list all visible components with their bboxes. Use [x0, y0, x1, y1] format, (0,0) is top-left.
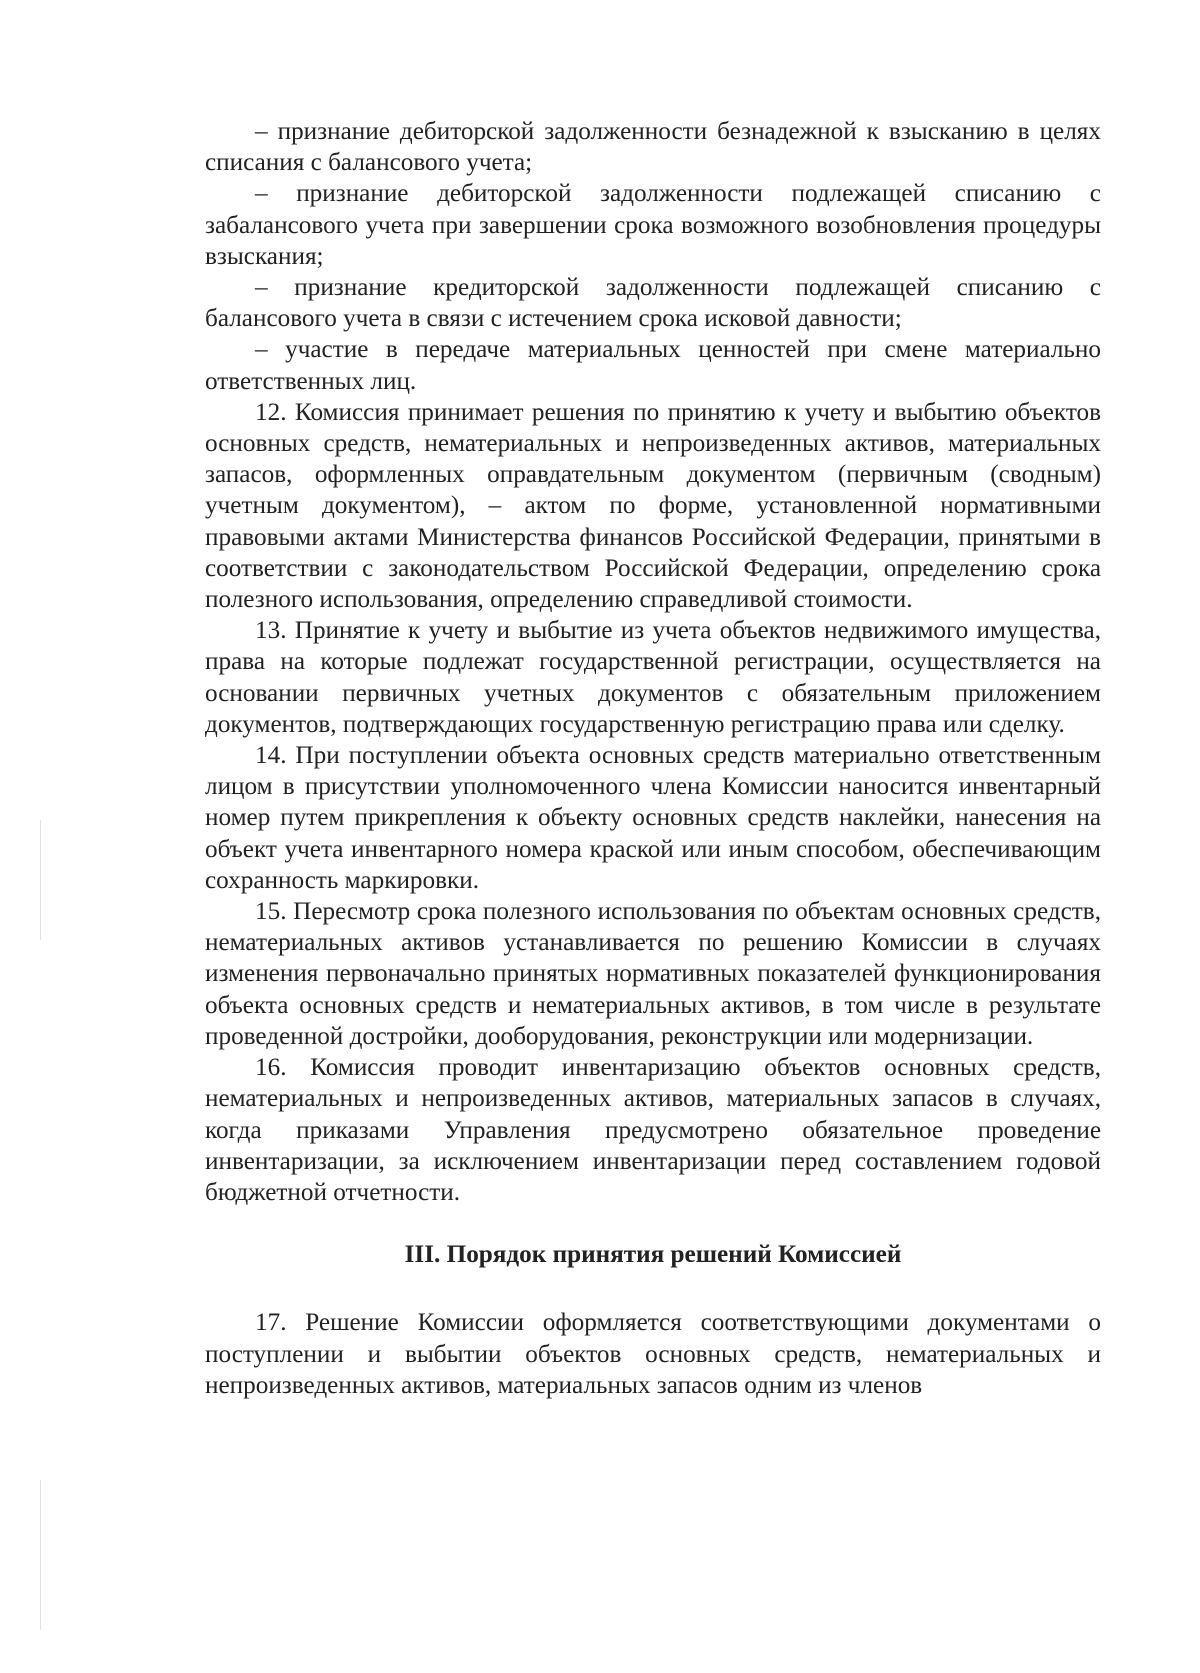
clause-16: 16. Комиссия проводит инвентаризацию объектов основных средств, нематериальных и непроизведенных активов, материальных запасов в случаях, когда приказами Управления предусмотрено обязательное проведение инвентаризации, за исключением инвентаризации перед составлением годовой бюджетной отчетности.: [205, 1054, 1101, 1206]
clause-13: 13. Принятие к учету и выбытие из учета объектов недвижимого имущества, права на которые подлежат государственной регистрации, осуществляется на основании первичных учетных документов с обязательным приложением документов, подтверждающих государственную регистрацию права или сделку.: [205, 617, 1101, 738]
clause-14: 14. При поступлении объекта основных средств материально ответственным лицом в присутствии уполномоченного члена Комиссии наносится инвентарный номер путем прикрепления к объекту основных средств наклейки, нанесения на объект учета инвентарного номера краской или иным способом, обеспечивающим сохранность маркировки.: [205, 742, 1101, 894]
list-item-asset-transfer: – участие в передаче материальных ценностей при смене материально ответственных лиц.: [205, 336, 1101, 395]
section-heading: III. Порядок принятия решений Комиссией: [404, 1241, 902, 1269]
document-body: [205, 116, 1101, 1401]
list-item-creditor-writeoff: – признание кредиторской задолженности подлежащей списанию с балансового учета в связи с истечением срока исковой давности;: [205, 274, 1101, 333]
list-item-bad-debt: – признание дебиторской задолженности безнадежной к взысканию в целях списания с балансового учета;: [205, 118, 1101, 177]
scan-edge-mark: [40, 820, 41, 940]
clause-17: 17. Решение Комиссии оформляется соответствующими документами о поступлении и выбытии объектов основных средств, нематериальных и непроизведенных активов, материальных запасов одним из членов: [205, 1309, 1101, 1399]
clause-12: 12. Комиссия принимает решения по принятию к учету и выбытию объектов основных средств, нематериальных и непроизведенных активов, материальных запасов, оформленных оправдательным документом (первичным (сводным) учетным документом), – актом по форме, установленной нормативными правовыми актами Министерства финансов Российской Федерации, принятыми в соответствии с законодательством Российской Федерации, определению срока полезного использования, определению справедливой стоимости.: [205, 398, 1101, 614]
scan-edge-mark: [40, 1480, 41, 1630]
clause-15: 15. Пересмотр срока полезного использования по объектам основных средств, нематериальных активов устанавливается по решению Комиссии в случаях изменения первоначально принятых нормативных показателей функционирования объекта основных средств и нематериальных активов, в том числе в результате проведенной достройки, дооборудования, реконструкции или модернизации.: [205, 898, 1101, 1050]
list-item-offbalance-writeoff: – признание дебиторской задолженности подлежащей списанию с забалансового учета при завершении срока возможного возобновления процедуры взыскания;: [205, 180, 1101, 270]
